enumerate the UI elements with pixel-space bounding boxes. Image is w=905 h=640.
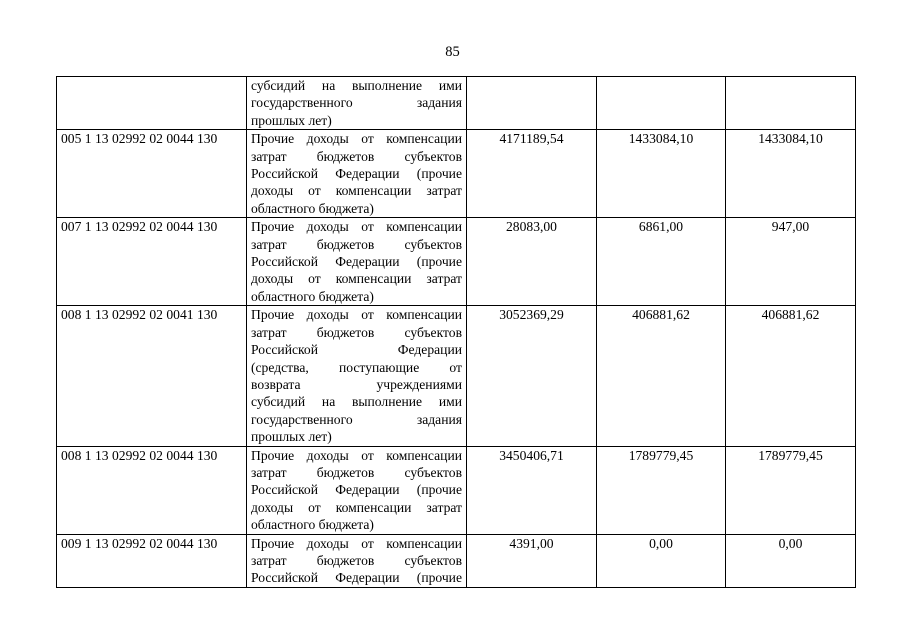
amount-cell-3 bbox=[726, 77, 856, 130]
budget-code-cell bbox=[57, 77, 247, 130]
revenue-name-line: областного бюджета) bbox=[251, 200, 374, 216]
amount-cell-3: 947,00 bbox=[726, 218, 856, 306]
amount-cell-1: 3052369,29 bbox=[467, 306, 597, 446]
amount-cell-2: 6861,00 bbox=[597, 218, 726, 306]
revenue-name-line: государственного задания bbox=[251, 95, 462, 111]
revenue-name-line: Российской Федерации (прочие bbox=[251, 482, 462, 498]
revenue-name-cell bbox=[247, 446, 467, 534]
revenue-name-line: Прочие доходы от компенсации bbox=[251, 307, 462, 323]
amount-cell-2: 0,00 bbox=[597, 534, 726, 587]
revenue-name-line: субсидий на выполнение ими bbox=[251, 78, 462, 93]
revenue-table bbox=[56, 76, 856, 588]
revenue-name-line: Прочие доходы от компенсации bbox=[251, 535, 462, 551]
revenue-name-line: доходы от компенсации затрат bbox=[251, 499, 462, 515]
revenue-name-line: Прочие доходы от компенсации bbox=[251, 219, 462, 235]
table-row bbox=[57, 130, 856, 218]
amount-cell-2 bbox=[597, 77, 726, 130]
revenue-name-line: возврата учреждениями bbox=[251, 376, 462, 392]
table-row bbox=[57, 77, 856, 130]
table-row bbox=[57, 534, 856, 587]
amount-cell-1: 4391,00 bbox=[467, 534, 597, 587]
revenue-name-line: прошлых лет) bbox=[251, 112, 332, 128]
budget-code-cell: 008 1 13 02992 02 0044 130 bbox=[57, 446, 247, 534]
revenue-name-line: доходы от компенсации затрат bbox=[251, 183, 462, 199]
revenue-name-line: затрат бюджетов субъектов bbox=[251, 464, 462, 480]
budget-code-cell: 007 1 13 02992 02 0044 130 bbox=[57, 218, 247, 306]
revenue-name-line: Прочие доходы от компенсации bbox=[251, 447, 462, 463]
revenue-name-cell bbox=[247, 534, 467, 587]
amount-cell-1 bbox=[467, 77, 597, 130]
revenue-name-cell bbox=[247, 218, 467, 306]
revenue-name-line: Российской Федерации (прочие bbox=[251, 570, 462, 586]
revenue-name-line: областного бюджета) bbox=[251, 288, 374, 304]
budget-code-cell: 005 1 13 02992 02 0044 130 bbox=[57, 130, 247, 218]
revenue-name-line: затрат бюджетов субъектов bbox=[251, 148, 462, 164]
amount-cell-2: 1433084,10 bbox=[597, 130, 726, 218]
amount-cell-2: 1789779,45 bbox=[597, 446, 726, 534]
revenue-name-cell bbox=[247, 77, 467, 130]
revenue-name-cell bbox=[247, 306, 467, 446]
budget-code-cell: 009 1 13 02992 02 0044 130 bbox=[57, 534, 247, 587]
table-row bbox=[57, 306, 856, 446]
revenue-name-line: Прочие доходы от компенсации bbox=[251, 131, 462, 147]
revenue-name-line: областного бюджета) bbox=[251, 517, 374, 533]
amount-cell-1: 4171189,54 bbox=[467, 130, 597, 218]
amount-cell-1: 28083,00 bbox=[467, 218, 597, 306]
amount-cell-1: 3450406,71 bbox=[467, 446, 597, 534]
amount-cell-3: 406881,62 bbox=[726, 306, 856, 446]
revenue-name-line: государственного задания bbox=[251, 411, 462, 427]
revenue-name-line: Российской Федерации (прочие bbox=[251, 254, 462, 270]
revenue-name-line: субсидий на выполнение ими bbox=[251, 394, 462, 410]
amount-cell-2: 406881,62 bbox=[597, 306, 726, 446]
revenue-name-line: Российской Федерации bbox=[251, 342, 462, 358]
revenue-name-line: затрат бюджетов субъектов bbox=[251, 552, 462, 568]
amount-cell-3: 1789779,45 bbox=[726, 446, 856, 534]
page-number: 85 bbox=[445, 44, 460, 60]
amount-cell-3: 1433084,10 bbox=[726, 130, 856, 218]
revenue-name-line: затрат бюджетов субъектов bbox=[251, 324, 462, 340]
revenue-name-cell bbox=[247, 130, 467, 218]
revenue-name-line: доходы от компенсации затрат bbox=[251, 271, 462, 287]
revenue-name-line: затрат бюджетов субъектов bbox=[251, 236, 462, 252]
amount-cell-3: 0,00 bbox=[726, 534, 856, 587]
budget-code-cell: 008 1 13 02992 02 0041 130 bbox=[57, 306, 247, 446]
table-row bbox=[57, 446, 856, 534]
table-row bbox=[57, 218, 856, 306]
revenue-name-line: прошлых лет) bbox=[251, 429, 332, 445]
revenue-name-line: Российской Федерации (прочие bbox=[251, 166, 462, 182]
revenue-name-line: (средства, поступающие от bbox=[251, 359, 462, 375]
